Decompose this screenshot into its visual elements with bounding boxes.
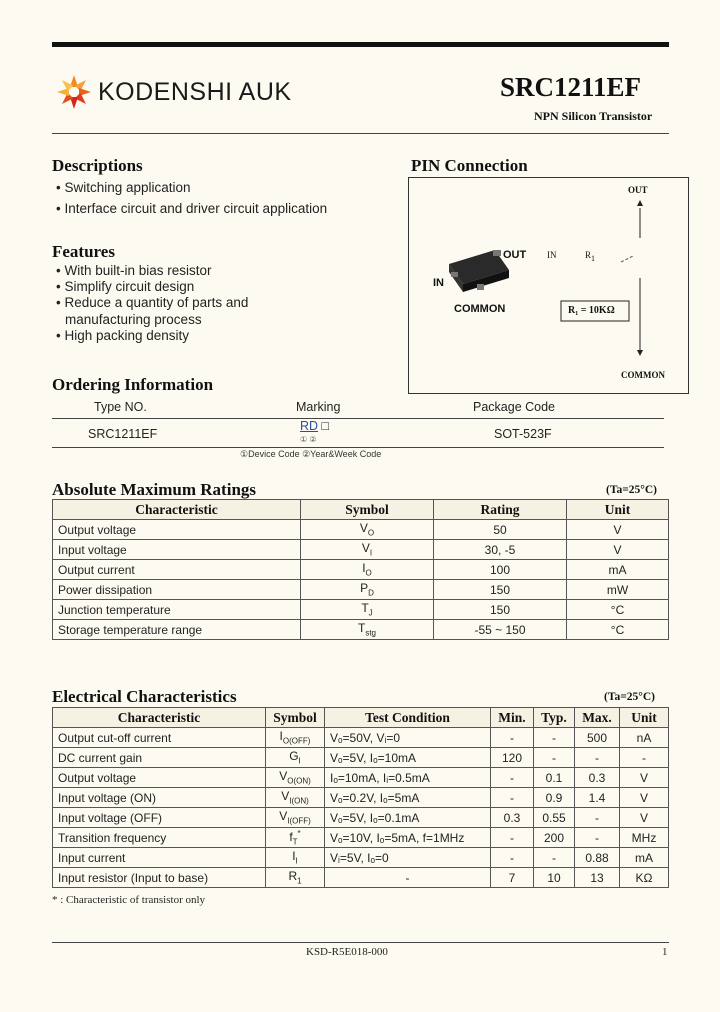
elec-condition: (Ta=25°C)	[604, 691, 655, 703]
feature-item: • Simplify circuit design	[56, 279, 195, 294]
ordering-marking: RD □	[300, 419, 330, 433]
table-row: Input resistor (Input to base) $R_1$ - 7 10 13 KΩ	[53, 868, 669, 888]
ordering-type-no: SRC1211EF	[88, 427, 158, 441]
table-header-row	[53, 708, 669, 728]
table-row: Output voltage $V_O$ 50 V	[53, 520, 669, 540]
pin-diagram	[409, 178, 687, 392]
schematic-in-label: IN	[547, 250, 557, 260]
header-min: Min.	[491, 708, 534, 728]
header-typ: Typ.	[534, 708, 575, 728]
header-characteristic: Characteristic	[53, 708, 266, 728]
page-number: 1	[662, 946, 668, 958]
part-subtitle: NPN Silicon Transistor	[534, 109, 653, 123]
elec-footnote: * : Characteristic of transistor only	[52, 894, 206, 906]
header-rating: Rating	[434, 500, 567, 520]
package-in-label: IN	[433, 277, 444, 289]
ordering-header-type: Type NO.	[94, 400, 147, 414]
header-characteristic: Characteristic	[53, 500, 301, 520]
table-row: Power dissipation $P_D$ 150 mW	[53, 580, 669, 600]
features-title: Features	[52, 242, 115, 261]
package-common-label: COMMON	[454, 303, 506, 315]
table-row: Input current $I_I$ Vᵢ=5V, Iₒ=0 - - 0.88 mA	[53, 848, 669, 868]
pin-connection-title: PIN Connection	[411, 156, 528, 175]
sot523-package-icon	[449, 250, 509, 292]
table-row: Input voltage (OFF) $V_{I(OFF)}$ Vₒ=5V, Iₒ=0.1mA 0.3 0.55 - V	[53, 808, 669, 828]
header-max: Max.	[575, 708, 620, 728]
description-item: • Switching application	[56, 180, 191, 195]
ordering-note: ①Device Code ②Year&Week Code	[240, 449, 382, 459]
schematic-out-label: OUT	[628, 185, 648, 195]
footer-rule	[52, 942, 669, 943]
feature-item-continued: manufacturing process	[65, 312, 202, 327]
table-row: DC current gain $G_I$ Vₒ=5V, Iₒ=10mA 120 - - -	[53, 748, 669, 768]
header-unit: Unit	[620, 708, 669, 728]
description-item: • Interface circuit and driver circuit application	[56, 201, 328, 216]
ordering-header-package: Package Code	[473, 400, 556, 414]
ordering-title: Ordering Information	[52, 375, 214, 394]
ordering-package: SOT-523F	[494, 427, 552, 441]
ordering-header-marking: Marking	[296, 400, 341, 414]
part-number: SRC1211EF	[500, 72, 642, 102]
table-row: Output cut-off current $I_{O(OFF)}$ Vₒ=50V, Vᵢ=0 - - 500 nA	[53, 728, 669, 748]
top-rule	[52, 42, 669, 47]
schematic-r1-label: $R_1$	[585, 250, 596, 263]
resistor-value: R₁ = 10KΩ	[568, 305, 615, 316]
ordering-rule-bottom	[52, 447, 664, 448]
feature-item: • High packing density	[56, 328, 190, 343]
table-row: Input voltage (ON) $V_{I(ON)}$ Vₒ=0.2V, Iₒ=5mA - 0.9 1.4 V	[53, 788, 669, 808]
header-unit: Unit	[567, 500, 669, 520]
table-row: Input voltage $V_I$ 30, -5 V	[53, 540, 669, 560]
elec-table	[52, 707, 669, 888]
table-row: Junction temperature $T_J$ 150 °C	[53, 600, 669, 620]
table-row: Output current $I_O$ 100 mA	[53, 560, 669, 580]
doc-code: KSD-R5E018-000	[306, 946, 388, 958]
feature-item: • Reduce a quantity of parts and	[56, 295, 249, 310]
table-row: Transition frequency $f_T^*$ Vₒ=10V, Iₒ=5mA, f=1MHz - 200 - MHz	[53, 828, 669, 848]
header-symbol: Symbol	[301, 500, 434, 520]
elec-title: Electrical Characteristics	[52, 687, 237, 706]
abs-max-title: Absolute Maximum Ratings	[52, 480, 257, 499]
kodenshi-logo-icon	[54, 72, 94, 112]
descriptions-title: Descriptions	[52, 156, 143, 175]
brand-name: KODENSHI AUK	[98, 78, 292, 106]
abs-max-table	[52, 499, 669, 640]
header-rule	[52, 133, 669, 134]
table-header-row	[53, 500, 669, 520]
ordering-rule-top	[52, 418, 664, 419]
ordering-marking-index: ① ②	[300, 435, 317, 444]
header-symbol: Symbol	[266, 708, 325, 728]
schematic-common-label: COMMON	[621, 370, 665, 380]
table-row: Storage temperature range $T_{stg}$ -55 ~ 150 °C	[53, 620, 669, 640]
package-out-label: OUT	[503, 249, 527, 261]
header-test-condition: Test Condition	[325, 708, 491, 728]
table-row: Output voltage $V_{O(ON)}$ Iₒ=10mA, Iᵢ=0.5mA - 0.1 0.3 V	[53, 768, 669, 788]
abs-max-condition: (Ta=25°C)	[606, 484, 657, 496]
feature-item: • With built-in bias resistor	[56, 263, 212, 278]
